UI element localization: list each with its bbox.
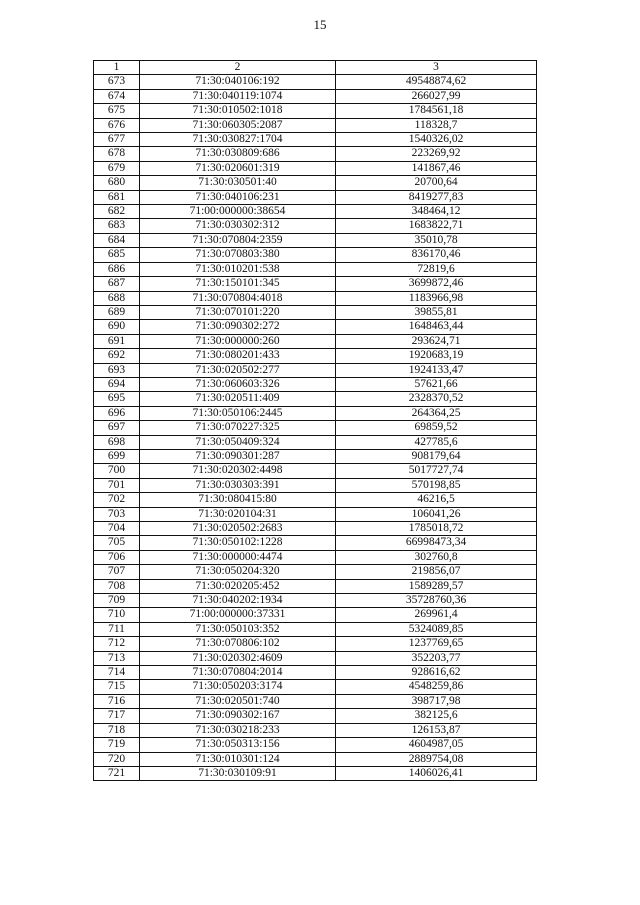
cadastral-value-cell: 4604987,05 [336,738,537,752]
cadastral-value-cell: 223269,92 [336,147,537,161]
row-number-cell: 677 [94,133,140,147]
column-header-number: 1 [94,61,140,75]
row-number-cell: 692 [94,349,140,363]
table-body [94,75,537,781]
cadastral-value-cell: 2328370,52 [336,392,537,406]
cadastral-number-cell: 71:30:030302:312 [140,219,336,233]
table-row [94,334,537,348]
row-number-cell: 716 [94,694,140,708]
cadastral-value-cell: 266027,99 [336,89,537,103]
table-row [94,89,537,103]
cadastral-number-cell: 71:30:040106:231 [140,190,336,204]
cadastral-value-cell: 908179,64 [336,449,537,463]
cadastral-value-cell: 126153,87 [336,723,537,737]
row-number-cell: 676 [94,118,140,132]
cadastral-value-cell: 382125,6 [336,709,537,723]
table-row [94,147,537,161]
row-number-cell: 702 [94,493,140,507]
row-number-cell: 721 [94,766,140,780]
row-number-cell: 711 [94,622,140,636]
cadastral-number-cell: 71:30:020511:409 [140,392,336,406]
cadastral-value-cell: 570198,85 [336,478,537,492]
cadastral-value-cell: 69859,52 [336,421,537,435]
table-row [94,651,537,665]
table-row [94,233,537,247]
table-row [94,75,537,89]
row-number-cell: 688 [94,291,140,305]
cadastral-number-cell: 71:30:040202:1934 [140,594,336,608]
page-number: 15 [313,17,327,32]
table-row [94,637,537,651]
row-number-cell: 699 [94,449,140,463]
cadastral-number-cell: 71:30:050203:3174 [140,680,336,694]
row-number-cell: 673 [94,75,140,89]
cadastral-number-cell: 71:30:050409:324 [140,435,336,449]
row-number-cell: 700 [94,464,140,478]
table-row [94,709,537,723]
table-row [94,133,537,147]
row-number-cell: 693 [94,363,140,377]
cadastral-number-cell: 71:00:000000:38654 [140,205,336,219]
row-number-cell: 713 [94,651,140,665]
column-header-value: 3 [336,61,537,75]
cadastral-value-cell: 4548259,86 [336,680,537,694]
row-number-cell: 674 [94,89,140,103]
cadastral-number-cell: 71:30:080201:433 [140,349,336,363]
cadastral-number-cell: 71:30:050102:1228 [140,536,336,550]
cadastral-value-cell: 352203,77 [336,651,537,665]
cadastral-value-cell: 1540326,02 [336,133,537,147]
cadastral-number-cell: 71:30:080415:80 [140,493,336,507]
cadastral-value-cell: 66998473,34 [336,536,537,550]
table-row [94,435,537,449]
cadastral-number-cell: 71:30:020205:452 [140,579,336,593]
cadastral-value-cell: 1784561,18 [336,104,537,118]
table-row [94,248,537,262]
cadastral-value-cell: 302760,8 [336,550,537,564]
cadastral-value-cell: 1920683,19 [336,349,537,363]
cadastral-value-cell: 49548874,62 [336,75,537,89]
table-row [94,363,537,377]
table-row [94,507,537,521]
cadastral-number-cell: 71:30:090301:287 [140,449,336,463]
row-number-cell: 706 [94,550,140,564]
cadastral-number-cell: 71:30:020302:4498 [140,464,336,478]
cadastral-number-cell: 71:30:010502:1018 [140,104,336,118]
table-row [94,377,537,391]
cadastral-value-cell: 1406026,41 [336,766,537,780]
cadastral-value-cell: 35728760,36 [336,594,537,608]
row-number-cell: 675 [94,104,140,118]
table-row [94,277,537,291]
cadastral-number-cell: 71:30:070804:2359 [140,233,336,247]
cadastral-number-cell: 71:30:150101:345 [140,277,336,291]
row-number-cell: 686 [94,262,140,276]
row-number-cell: 719 [94,738,140,752]
row-number-cell: 695 [94,392,140,406]
row-number-cell: 698 [94,435,140,449]
table-row [94,694,537,708]
cadastral-number-cell: 71:30:030218:233 [140,723,336,737]
table-row [94,608,537,622]
cadastral-number-cell: 71:30:050106:2445 [140,406,336,420]
table-row [94,666,537,680]
row-number-cell: 696 [94,406,140,420]
row-number-cell: 680 [94,176,140,190]
row-number-cell: 710 [94,608,140,622]
cadastral-value-cell: 836170,46 [336,248,537,262]
row-number-cell: 697 [94,421,140,435]
cadastral-number-cell: 71:30:030501:40 [140,176,336,190]
cadastral-value-cell: 1183966,98 [336,291,537,305]
table-row [94,522,537,536]
cadastral-value-cell: 118328,7 [336,118,537,132]
cadastral-value-cell: 72819,6 [336,262,537,276]
cadastral-value-cell: 1237769,65 [336,637,537,651]
row-number-cell: 708 [94,579,140,593]
cadastral-value-cell: 2889754,08 [336,752,537,766]
cadastral-value-cell: 1589289,57 [336,579,537,593]
cadastral-value-cell: 219856,07 [336,565,537,579]
row-number-cell: 715 [94,680,140,694]
cadastral-number-cell: 71:30:050313:156 [140,738,336,752]
table-row [94,766,537,780]
column-header-cadastral-number: 2 [140,61,336,75]
cadastral-number-cell: 71:30:020502:277 [140,363,336,377]
row-number-cell: 684 [94,233,140,247]
table-row [94,449,537,463]
cadastral-value-cell: 928616,62 [336,666,537,680]
table-row [94,205,537,219]
row-number-cell: 714 [94,666,140,680]
row-number-cell: 689 [94,305,140,319]
row-number-cell: 690 [94,320,140,334]
cadastral-number-cell: 71:30:070804:2014 [140,666,336,680]
cadastral-value-cell: 141867,46 [336,161,537,175]
cadastral-number-cell: 71:30:020502:2683 [140,522,336,536]
cadastral-number-cell: 71:30:030809:686 [140,147,336,161]
cadastral-number-cell: 71:30:020501:740 [140,694,336,708]
cadastral-value-cell: 348464,12 [336,205,537,219]
cadastral-number-cell: 71:30:030827:1704 [140,133,336,147]
cadastral-value-cell: 1683822,71 [336,219,537,233]
cadastral-number-cell: 71:30:020104:31 [140,507,336,521]
cadastral-number-cell: 71:30:060305:2087 [140,118,336,132]
cadastral-number-cell: 71:30:020601:319 [140,161,336,175]
cadastral-value-cell: 46216,5 [336,493,537,507]
cadastral-number-cell: 71:30:070804:4018 [140,291,336,305]
cadastral-number-cell: 71:30:060603:326 [140,377,336,391]
row-number-cell: 681 [94,190,140,204]
table-row [94,579,537,593]
cadastral-value-cell: 20700,64 [336,176,537,190]
cadastral-number-cell: 71:30:070806:102 [140,637,336,651]
row-number-cell: 720 [94,752,140,766]
cadastral-value-cell: 269961,4 [336,608,537,622]
cadastral-value-cell: 5324089,85 [336,622,537,636]
table-row [94,738,537,752]
table-row [94,464,537,478]
row-number-cell: 683 [94,219,140,233]
table-row [94,320,537,334]
table-row [94,752,537,766]
cadastral-number-cell: 71:30:010301:124 [140,752,336,766]
cadastral-number-cell: 71:30:050103:352 [140,622,336,636]
cadastral-value-cell: 5017727,74 [336,464,537,478]
cadastral-number-cell: 71:00:000000:37331 [140,608,336,622]
table-row [94,190,537,204]
row-number-cell: 705 [94,536,140,550]
row-number-cell: 682 [94,205,140,219]
cadastral-number-cell: 71:30:090302:272 [140,320,336,334]
row-number-cell: 712 [94,637,140,651]
row-number-cell: 678 [94,147,140,161]
cadastral-value-cell: 1785018,72 [336,522,537,536]
table-row [94,622,537,636]
cadastral-value-cell: 1924133,47 [336,363,537,377]
table-row [94,118,537,132]
table-row [94,536,537,550]
cadastral-number-cell: 71:30:030303:391 [140,478,336,492]
table-row [94,349,537,363]
cadastral-number-cell: 71:30:010201:538 [140,262,336,276]
table-row [94,392,537,406]
cadastral-value-cell: 398717,98 [336,694,537,708]
table-row [94,594,537,608]
row-number-cell: 704 [94,522,140,536]
table-row [94,565,537,579]
table-row [94,161,537,175]
table-row [94,723,537,737]
table-row [94,493,537,507]
table-row [94,291,537,305]
table-row [94,478,537,492]
cadastral-number-cell: 71:30:070227:325 [140,421,336,435]
cadastral-value-cell: 264364,25 [336,406,537,420]
cadastral-value-cell: 293624,71 [336,334,537,348]
cadastral-value-cell: 35010,78 [336,233,537,247]
table-row [94,680,537,694]
cadastral-value-table [93,60,537,781]
row-number-cell: 691 [94,334,140,348]
table-header-row [94,61,537,75]
cadastral-number-cell: 71:30:030109:91 [140,766,336,780]
row-number-cell: 707 [94,565,140,579]
cadastral-number-cell: 71:30:040106:192 [140,75,336,89]
cadastral-value-cell: 427785,6 [336,435,537,449]
cadastral-value-cell: 57621,66 [336,377,537,391]
cadastral-value-cell: 8419277,83 [336,190,537,204]
cadastral-number-cell: 71:30:070101:220 [140,305,336,319]
cadastral-number-cell: 71:30:000000:4474 [140,550,336,564]
cadastral-number-cell: 71:30:070803:380 [140,248,336,262]
table-row [94,104,537,118]
table-row [94,305,537,319]
row-number-cell: 701 [94,478,140,492]
row-number-cell: 717 [94,709,140,723]
cadastral-number-cell: 71:30:020302:4609 [140,651,336,665]
row-number-cell: 687 [94,277,140,291]
table-row [94,176,537,190]
cadastral-number-cell: 71:30:050204:320 [140,565,336,579]
cadastral-number-cell: 71:30:000000:260 [140,334,336,348]
row-number-cell: 718 [94,723,140,737]
cadastral-value-cell: 3699872,46 [336,277,537,291]
cadastral-value-cell: 106041,26 [336,507,537,521]
table-row [94,262,537,276]
table-row [94,550,537,564]
cadastral-value-cell: 1648463,44 [336,320,537,334]
cadastral-value-cell: 39855,81 [336,305,537,319]
cadastral-number-cell: 71:30:040119:1074 [140,89,336,103]
cadastral-number-cell: 71:30:090302:167 [140,709,336,723]
table-row [94,219,537,233]
row-number-cell: 694 [94,377,140,391]
table-row [94,421,537,435]
row-number-cell: 679 [94,161,140,175]
row-number-cell: 709 [94,594,140,608]
row-number-cell: 703 [94,507,140,521]
table-row [94,406,537,420]
row-number-cell: 685 [94,248,140,262]
